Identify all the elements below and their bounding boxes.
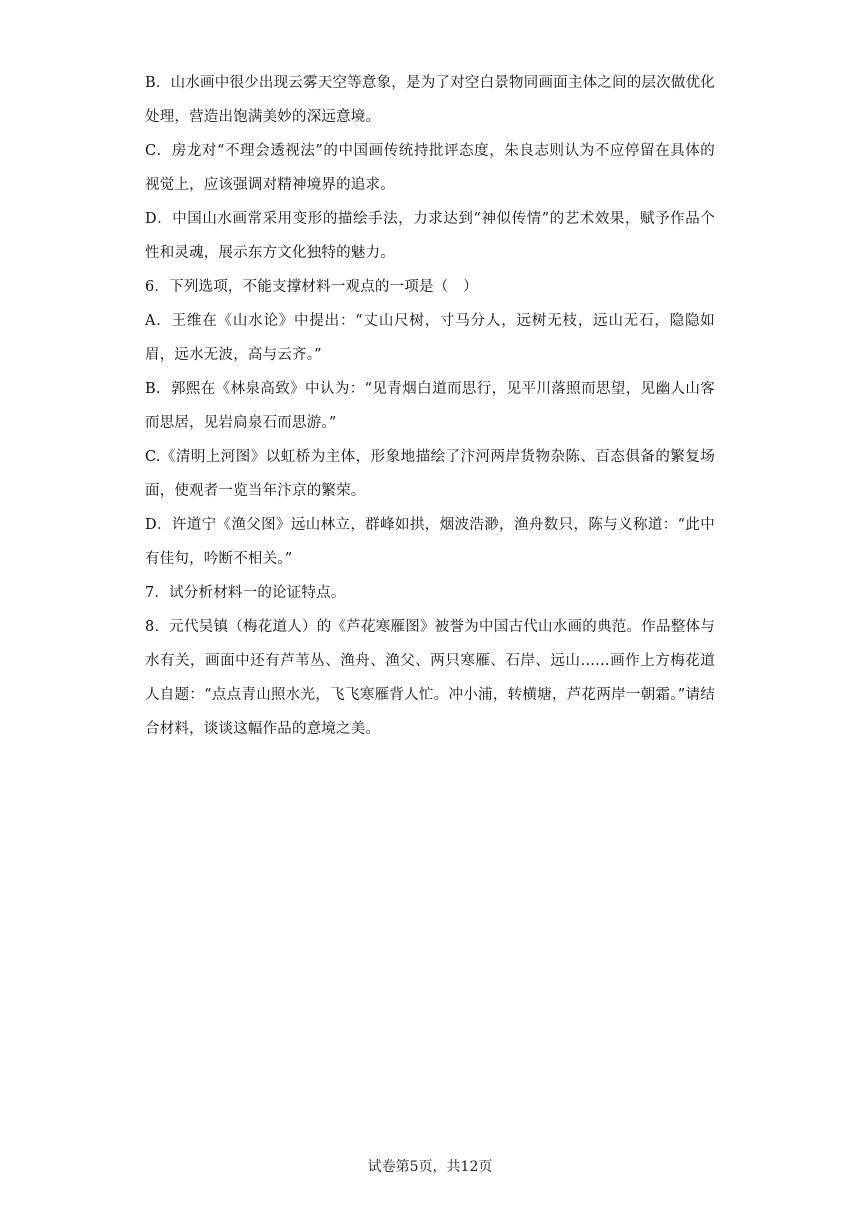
question-6-option-b: B．郭熙在《林泉高致》中认为：“见青烟白道而思行，见平川落照而思望，见幽人山客而思居，见岩扃泉石而思游。” bbox=[145, 381, 715, 431]
option-c-previous-question: C．房龙对“不理会透视法”的中国画传统持批评态度，朱良志则认为不应停留在具体的视觉上，应该强调对精神境界的追求。 bbox=[145, 143, 715, 193]
question-6-stem: 6．下列选项，不能支撑材料一观点的一项是（ ） bbox=[145, 279, 478, 295]
option-d-previous-question: D．中国山水画常采用变形的描绘手法，力求达到“神似传情”的艺术效果，赋予作品个性和灵魂，展示东方文化独特的魅力。 bbox=[145, 211, 715, 261]
page-footer: 试卷第5页，共12页 bbox=[367, 1159, 493, 1175]
page-content bbox=[145, 66, 715, 746]
question-6-option-c: C.《清明上河图》以虹桥为主体，形象地描绘了汴河两岸货物杂陈、百态俱备的繁复场面，使观者一览当年汴京的繁荣。 bbox=[145, 449, 715, 499]
option-b-previous-question: B．山水画中很少出现云雾天空等意象，是为了对空白景物同画面主体之间的层次做优化处理，营造出饱满美妙的深远意境。 bbox=[145, 75, 715, 125]
question-6-option-d: D．许道宁《渔父图》远山林立，群峰如拱，烟波浩渺，渔舟数只，陈与义称道：“此中有佳句，吟断不相关。” bbox=[145, 517, 715, 567]
question-7: 7．试分析材料一的论证特点。 bbox=[145, 585, 346, 601]
question-6-option-a: A．王维在《山水论》中提出：“丈山尺树，寸马分人，远树无枝，远山无石，隐隐如眉，远水无波，高与云齐。” bbox=[145, 313, 715, 363]
question-8: 8．元代吴镇（梅花道人）的《芦花寒雁图》被誉为中国古代山水画的典范。作品整体与水有关，画面中还有芦苇丛、渔舟、渔父、两只寒雁、石岸、远山……画作上方梅花道人自题：“点点青山照水光，飞飞寒雁背人忙。冲小浦，转横塘，芦花两岸一朝霜。”请结合材料，谈谈这幅作品的意境之美。 bbox=[145, 619, 715, 737]
